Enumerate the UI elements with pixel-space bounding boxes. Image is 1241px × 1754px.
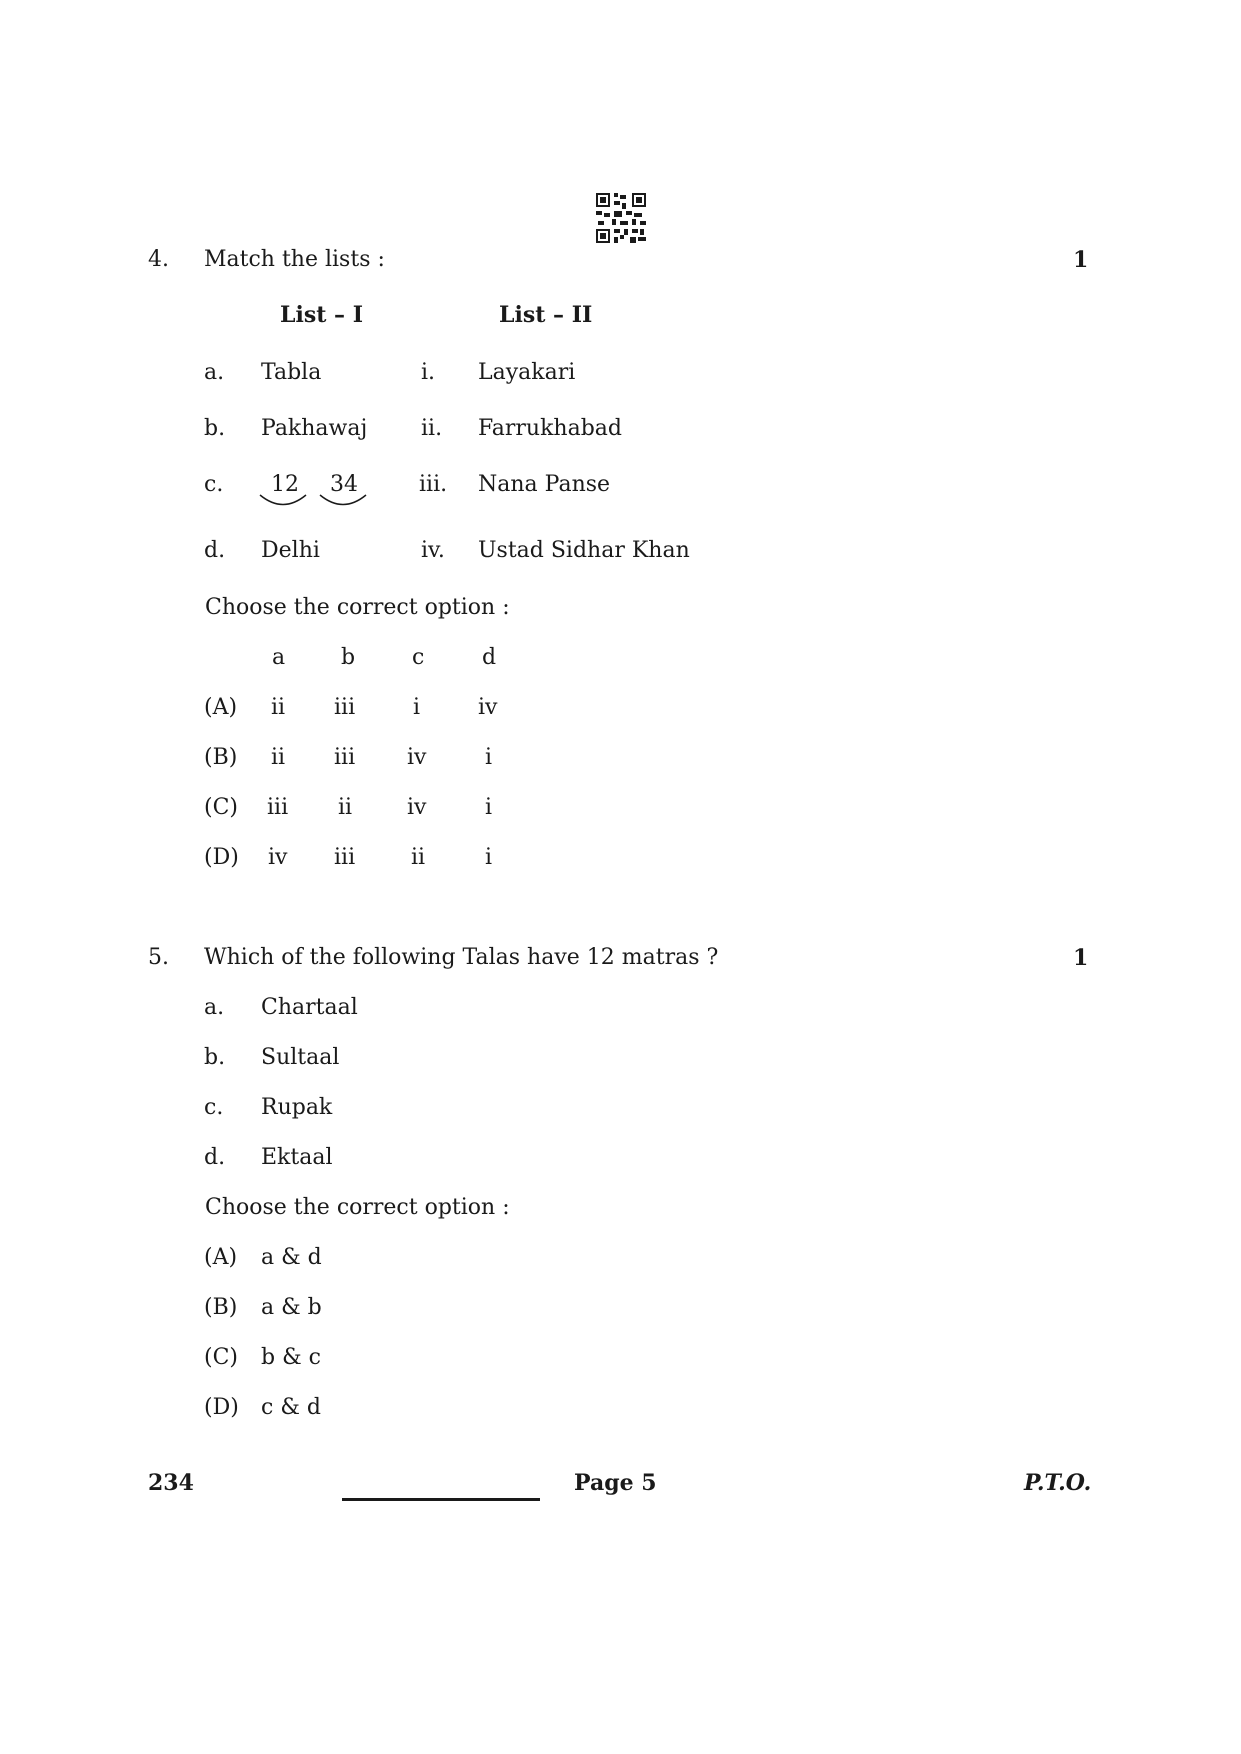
q5-text: Which of the following Talas have 12 matras ? [204,945,719,970]
list2-header: List – II [499,302,593,328]
option-value: a & d [261,1245,322,1270]
q5-item: Rupak [261,1095,333,1120]
option-cell: iii [267,795,289,820]
q4-marks: 1 [1073,247,1089,273]
option-cell: i [485,845,493,870]
list2-item: Nana Panse [478,472,611,497]
list1-header: List – I [280,302,363,328]
q4-text: Match the lists : [204,247,385,272]
q5-item-key: a. [204,995,225,1020]
option-label: (C) [204,1345,238,1370]
page-number: Page 5 [574,1470,657,1496]
q5-number: 5. [148,945,169,970]
option-label: (B) [204,745,238,770]
list1-item-part: 12 [271,472,299,497]
list1-key: c. [204,472,224,497]
list1-key: d. [204,538,226,563]
option-cell: i [485,795,493,820]
option-header: b [341,645,356,670]
q5-item-key: d. [204,1145,226,1170]
option-value: b & c [261,1345,321,1370]
option-cell: i [413,695,421,720]
option-cell: ii [411,845,426,870]
list1-item-part: 34 [330,472,358,497]
list2-key: iii. [419,472,448,497]
q4-choose: Choose the correct option : [205,595,510,620]
paper-code: 234 [148,1470,194,1496]
option-label: (B) [204,1295,238,1320]
list1-item: Delhi [261,538,320,563]
option-value: a & b [261,1295,322,1320]
list2-key: iv. [421,538,445,563]
footer-divider [342,1498,540,1501]
option-header: d [482,645,497,670]
list1-item: Pakhawaj [261,416,368,441]
tie-curve-icon [258,492,373,512]
option-cell: iv [268,845,288,870]
option-label: (D) [204,845,239,870]
option-cell: iii [334,745,356,770]
q5-choose: Choose the correct option : [205,1195,510,1220]
option-label: (A) [204,695,238,720]
list2-item: Farrukhabad [478,416,622,441]
option-cell: ii [338,795,353,820]
option-header: a [272,645,286,670]
q5-marks: 1 [1073,945,1089,971]
option-label: (D) [204,1395,239,1420]
option-header: c [412,645,425,670]
option-cell: ii [271,745,286,770]
q5-item: Ektaal [261,1145,333,1170]
q5-item-key: c. [204,1095,224,1120]
list2-item: Ustad Sidhar Khan [478,538,690,563]
option-cell: iii [334,695,356,720]
option-value: c & d [261,1395,321,1420]
option-label: (C) [204,795,238,820]
pto-label: P.T.O. [1024,1470,1092,1496]
list1-key: a. [204,360,225,385]
option-cell: i [485,745,493,770]
option-cell: iii [334,845,356,870]
option-label: (A) [204,1245,238,1270]
option-cell: iv [407,745,427,770]
qr-code-icon [596,193,646,243]
option-cell: ii [271,695,286,720]
list1-item: Tabla [261,360,322,385]
q5-item-key: b. [204,1045,226,1070]
list2-key: i. [421,360,436,385]
list2-key: ii. [421,416,443,441]
list1-key: b. [204,416,226,441]
q5-item: Sultaal [261,1045,340,1070]
option-cell: iv [478,695,498,720]
list2-item: Layakari [478,360,576,385]
q5-item: Chartaal [261,995,358,1020]
q4-number: 4. [148,247,169,272]
option-cell: iv [407,795,427,820]
